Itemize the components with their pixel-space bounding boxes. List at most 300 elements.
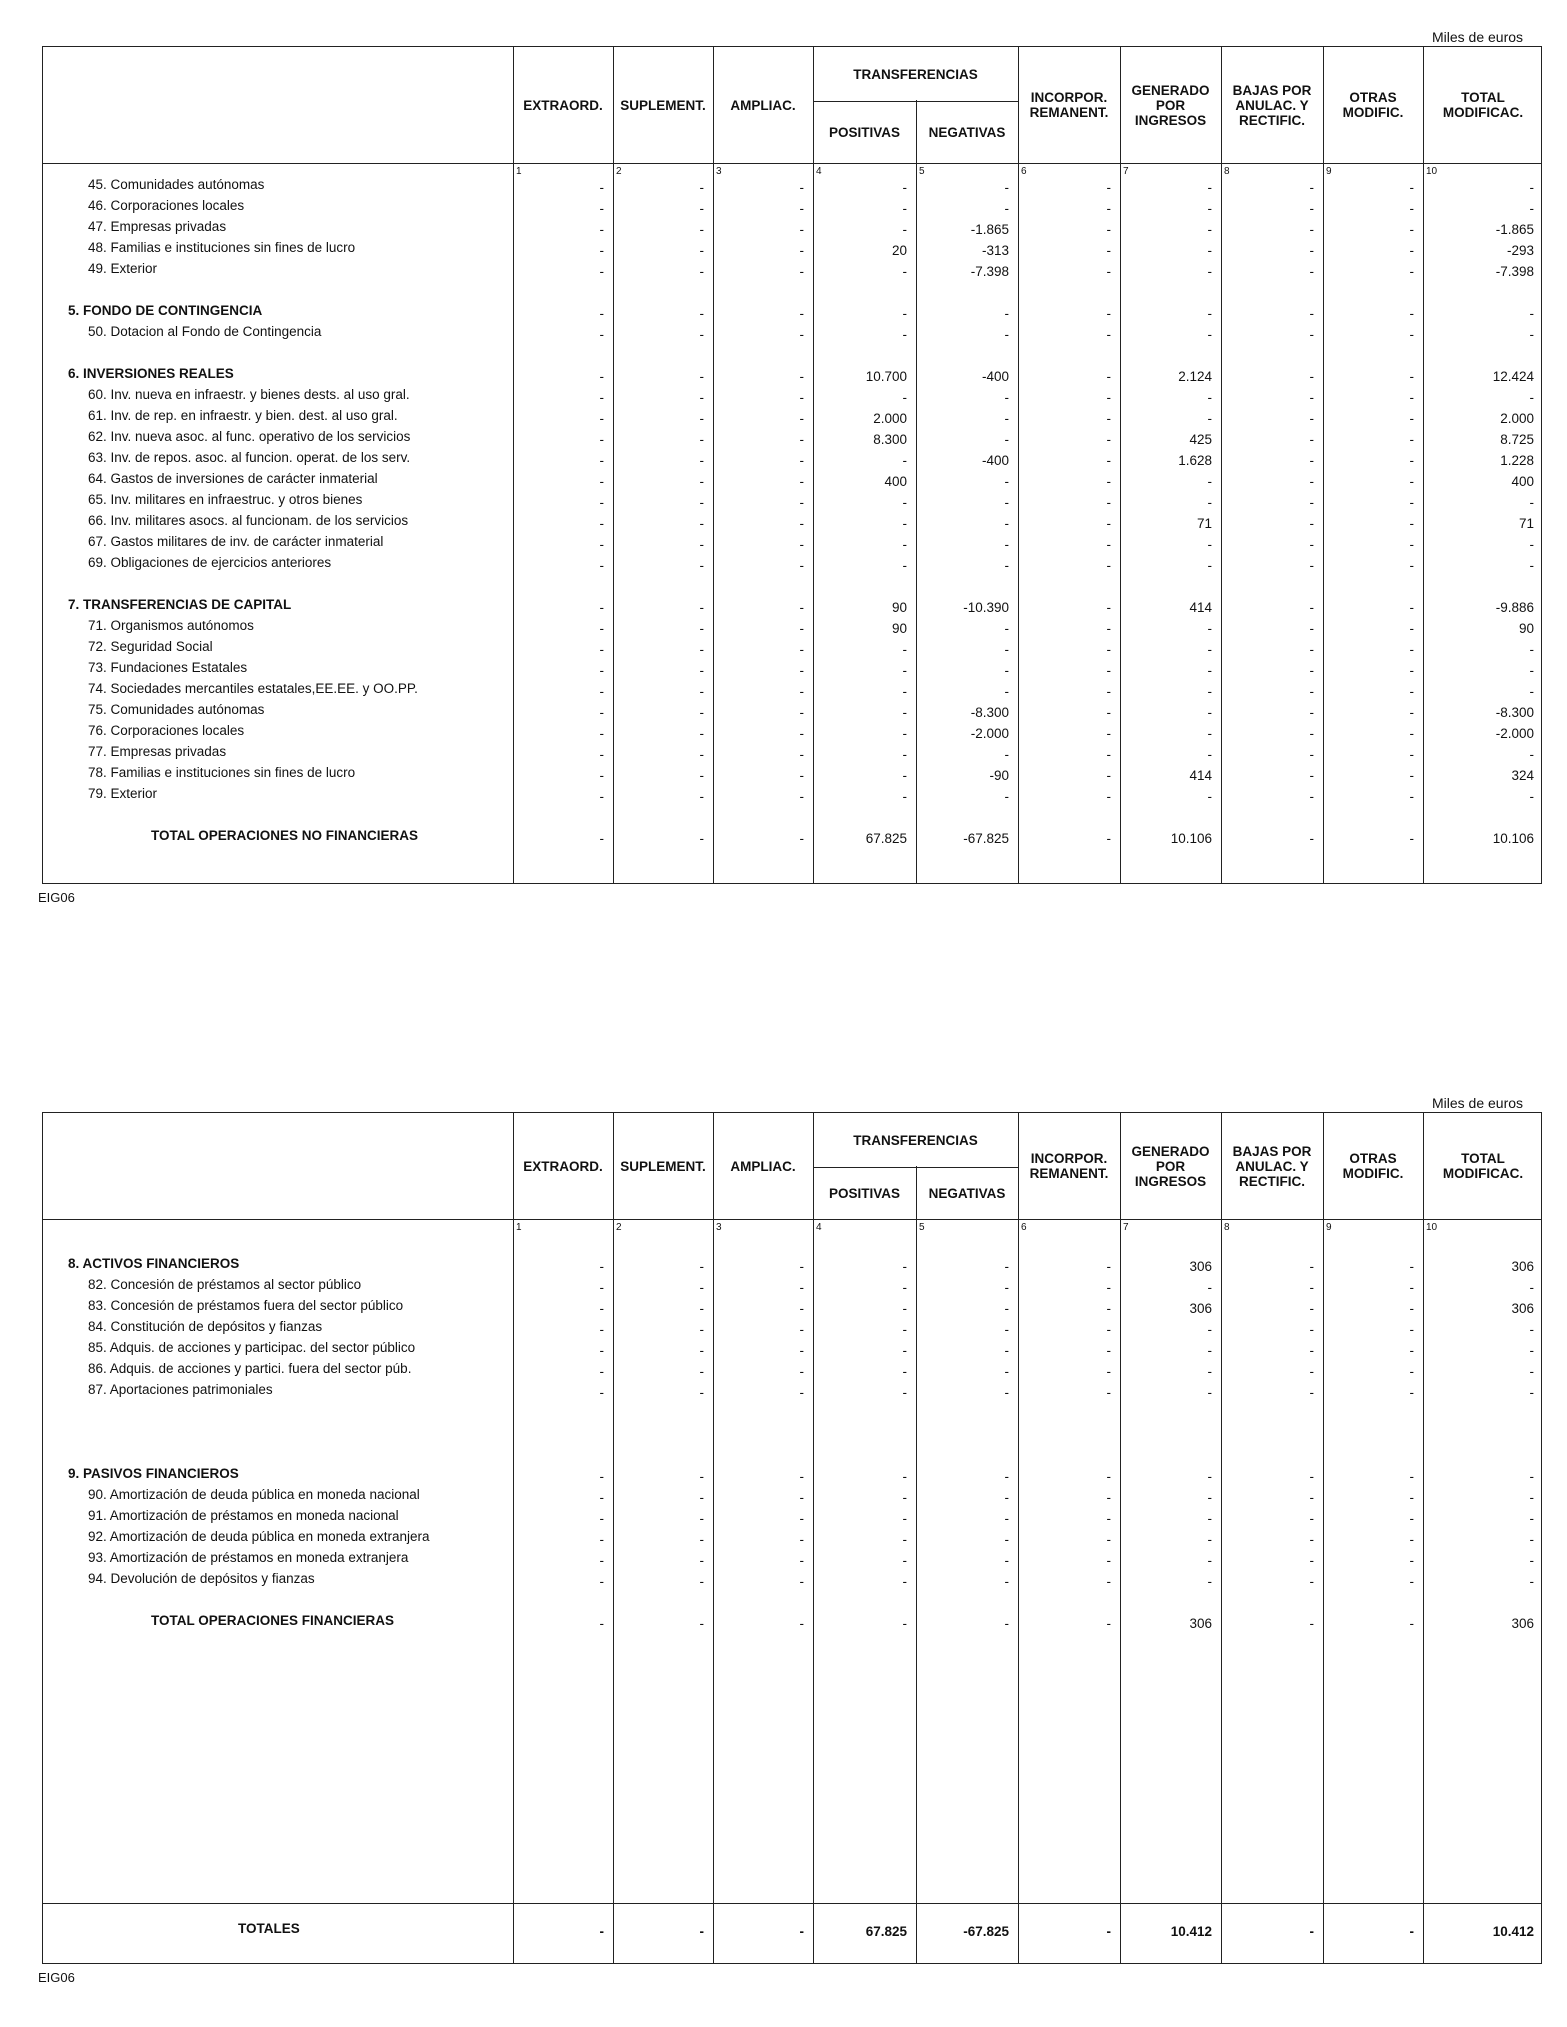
column-number: 3: [716, 166, 722, 177]
cell-value: -: [1309, 264, 1314, 279]
cell-value: -: [1409, 1364, 1414, 1379]
cell-value: -: [1309, 327, 1314, 342]
cell-value: -: [1004, 1343, 1009, 1358]
cell-value: -: [902, 684, 907, 699]
cell-value: -: [1207, 1322, 1212, 1337]
cell-value: -: [799, 600, 804, 615]
cell-value: -: [699, 201, 704, 216]
cell-value: -: [1106, 1280, 1111, 1295]
header-negativas: NEGATIVAS: [928, 124, 1006, 140]
totals-value: -: [799, 1924, 804, 1939]
cell-value: -: [799, 642, 804, 657]
table-row: [43, 511, 1543, 532]
cell-value: -313: [981, 243, 1009, 258]
cell-value: -: [1004, 390, 1009, 405]
cell-value: -: [902, 663, 907, 678]
header-suplement: SUPLEMENT.: [620, 1158, 706, 1174]
cell-value: -: [1529, 1490, 1534, 1505]
cell-value: -: [1004, 684, 1009, 699]
cell-value: -: [1309, 663, 1314, 678]
cell-value: -: [902, 558, 907, 573]
cell-value: -: [1106, 516, 1111, 531]
cell-value: -: [1409, 1322, 1414, 1337]
cell-value: -: [902, 537, 907, 552]
cell-value: -: [1409, 264, 1414, 279]
cell-value: -: [1106, 1490, 1111, 1505]
cell-value: -: [1309, 453, 1314, 468]
section-row: [43, 364, 1543, 385]
cell-value: 90: [891, 621, 907, 636]
table-row: [43, 784, 1543, 805]
cell-value: -: [1004, 1574, 1009, 1589]
header-divider: [43, 163, 1541, 164]
cell-value: -: [1409, 621, 1414, 636]
cell-value: -7.398: [970, 264, 1009, 279]
cell-value: -: [1207, 474, 1212, 489]
row-label: 91. Amortización de préstamos en moneda nacional: [88, 1508, 399, 1523]
cell-value: 306: [1511, 1301, 1534, 1316]
table-row: [43, 763, 1543, 784]
cell-value: -: [599, 222, 604, 237]
cell-value: 90: [1518, 621, 1534, 636]
cell-value: -: [1106, 453, 1111, 468]
table-row: [43, 616, 1543, 637]
cell-value: -: [1004, 1364, 1009, 1379]
cell-value: 8.725: [1500, 432, 1534, 447]
units-label: Miles de euros: [1432, 1095, 1524, 1111]
cell-value: -: [599, 327, 604, 342]
cell-value: -: [1106, 705, 1111, 720]
table-row: [43, 721, 1543, 742]
cell-value: -: [799, 453, 804, 468]
cell-value: -: [902, 264, 907, 279]
cell-value: -: [1529, 684, 1534, 699]
cell-value: -: [1309, 1364, 1314, 1379]
cell-value: -: [1309, 1301, 1314, 1316]
cell-value: -: [1529, 1385, 1534, 1400]
cell-value: -: [699, 306, 704, 321]
header-ampliac: AMPLIAC.: [730, 1158, 796, 1174]
cell-value: -: [1207, 747, 1212, 762]
cell-value: -: [1409, 1490, 1414, 1505]
header-positivas: POSITIVAS: [828, 1185, 900, 1201]
cell-value: -: [799, 495, 804, 510]
column-number: 5: [919, 1222, 925, 1233]
totals-value: -: [1106, 1924, 1111, 1939]
cell-value: -: [699, 453, 704, 468]
table-row: [43, 1380, 1543, 1401]
cell-value: -: [1106, 327, 1111, 342]
cell-value: -: [1004, 495, 1009, 510]
cell-value: -: [902, 705, 907, 720]
cell-value: -: [1106, 747, 1111, 762]
table-row: [43, 1485, 1543, 1506]
row-label: 65. Inv. militares en infraestruc. y otros bienes: [88, 492, 363, 507]
cell-value: -: [902, 1259, 907, 1274]
table-row: [43, 679, 1543, 700]
cell-value: -: [699, 390, 704, 405]
cell-value: -: [902, 180, 907, 195]
cell-value: -: [1409, 1469, 1414, 1484]
table-row: [43, 658, 1543, 679]
cell-value: 71: [1196, 516, 1212, 531]
cell-value: 90: [891, 600, 907, 615]
row-label: 5. FONDO DE CONTINGENCIA: [68, 303, 263, 318]
row-label: 50. Dotacion al Fondo de Contingencia: [88, 324, 322, 339]
cell-value: -: [1409, 306, 1414, 321]
cell-value: -: [799, 1343, 804, 1358]
cell-value: -: [1004, 1511, 1009, 1526]
cell-value: -: [1529, 201, 1534, 216]
cell-value: -: [1309, 432, 1314, 447]
row-label: 71. Organismos autónomos: [88, 618, 254, 633]
cell-value: -: [799, 432, 804, 447]
cell-value: -: [699, 495, 704, 510]
cell-value: -: [799, 306, 804, 321]
cell-value: -: [599, 474, 604, 489]
cell-value: -: [1409, 684, 1414, 699]
cell-value: -: [1106, 306, 1111, 321]
cell-value: -: [1529, 1553, 1534, 1568]
cell-value: -: [902, 1532, 907, 1547]
cell-value: -: [1409, 1343, 1414, 1358]
cell-value: -: [902, 453, 907, 468]
cell-value: -: [1004, 306, 1009, 321]
cell-value: -: [1409, 705, 1414, 720]
cell-value: -: [699, 789, 704, 804]
cell-value: -: [1309, 1259, 1314, 1274]
cell-value: 324: [1511, 768, 1534, 783]
header-divider: [43, 1219, 1541, 1220]
cell-value: -: [1207, 726, 1212, 741]
cell-value: -: [1106, 1259, 1111, 1274]
column-number: 9: [1326, 1222, 1332, 1233]
cell-value: -: [699, 474, 704, 489]
cell-value: -: [799, 1490, 804, 1505]
cell-value: -: [1004, 747, 1009, 762]
cell-value: -: [1207, 495, 1212, 510]
row-label: 46. Corporaciones locales: [88, 198, 245, 213]
cell-value: -: [699, 1511, 704, 1526]
header-extraord: EXTRAORD.: [523, 97, 603, 113]
cell-value: -: [799, 369, 804, 384]
cell-value: -: [1409, 1532, 1414, 1547]
cell-value: -: [1004, 432, 1009, 447]
row-label: 76. Corporaciones locales: [88, 723, 245, 738]
cell-value: -8.300: [1495, 705, 1534, 720]
cell-value: -: [599, 705, 604, 720]
table-row: [43, 238, 1543, 259]
cell-value: -: [1409, 453, 1414, 468]
cell-value: -: [1309, 726, 1314, 741]
table-row: [43, 448, 1543, 469]
cell-value: -: [1309, 642, 1314, 657]
footer-code: EIG06: [38, 1970, 75, 1985]
header-total: TOTAL MODIFICAC.: [1442, 90, 1524, 120]
cell-value: -: [1409, 369, 1414, 384]
cell-value: -2.000: [970, 726, 1009, 741]
totals-value: -: [599, 1924, 604, 1939]
cell-value: -: [1309, 621, 1314, 636]
cell-value: -: [1004, 789, 1009, 804]
cell-value: -: [599, 201, 604, 216]
table-row: [43, 259, 1543, 280]
cell-value: -: [1409, 768, 1414, 783]
cell-value: -: [1004, 1553, 1009, 1568]
cell-value: -: [599, 1259, 604, 1274]
cell-value: -: [1106, 1532, 1111, 1547]
cell-value: -: [1004, 1385, 1009, 1400]
section-row: [43, 1254, 1543, 1275]
section-row: [43, 1611, 1543, 1632]
row-label: 86. Adquis. de acciones y partici. fuera del sector púb.: [88, 1361, 412, 1376]
column-number: 10: [1426, 166, 1438, 177]
row-label: 9. PASIVOS FINANCIEROS: [68, 1466, 239, 1481]
cell-value: -: [1309, 390, 1314, 405]
row-label: 6. INVERSIONES REALES: [68, 366, 234, 381]
cell-value: -: [1106, 243, 1111, 258]
cell-value: 8.300: [873, 432, 907, 447]
row-label: 87. Aportaciones patrimoniales: [88, 1382, 273, 1397]
table-row: [43, 1338, 1543, 1359]
cell-value: -: [1207, 201, 1212, 216]
table-row: [43, 175, 1543, 196]
cell-value: -: [1309, 1280, 1314, 1295]
cell-value: -: [699, 558, 704, 573]
cell-value: -: [799, 768, 804, 783]
cell-value: 10.700: [865, 369, 907, 384]
cell-value: -: [1409, 1259, 1414, 1274]
totals-value: -: [699, 1924, 704, 1939]
cell-value: -: [599, 726, 604, 741]
column-number: 6: [1021, 166, 1027, 177]
cell-value: -: [902, 516, 907, 531]
row-label: 7. TRANSFERENCIAS DE CAPITAL: [68, 597, 292, 612]
cell-value: -: [599, 495, 604, 510]
cell-value: -: [799, 264, 804, 279]
cell-value: -: [902, 1553, 907, 1568]
cell-value: -: [1004, 201, 1009, 216]
cell-value: -: [699, 621, 704, 636]
cell-value: -: [1106, 411, 1111, 426]
cell-value: -293: [1506, 243, 1534, 258]
cell-value: -: [1207, 621, 1212, 636]
row-label: 85. Adquis. de acciones y participac. del sector público: [88, 1340, 416, 1355]
cell-value: -: [799, 663, 804, 678]
cell-value: -: [1309, 222, 1314, 237]
cell-value: -: [1207, 642, 1212, 657]
row-label: 93. Amortización de préstamos en moneda extranjera: [88, 1550, 409, 1565]
cell-value: 306: [1511, 1616, 1534, 1631]
table-row: [43, 742, 1543, 763]
cell-value: -: [1529, 1322, 1534, 1337]
cell-value: -: [1207, 264, 1212, 279]
cell-value: -: [902, 642, 907, 657]
cell-value: -: [1309, 831, 1314, 846]
table-row: [43, 217, 1543, 238]
cell-value: -: [1409, 1574, 1414, 1589]
cell-value: -: [1309, 201, 1314, 216]
cell-value: -: [902, 747, 907, 762]
cell-value: -: [1106, 1469, 1111, 1484]
cell-value: -: [902, 768, 907, 783]
cell-value: -: [1409, 642, 1414, 657]
cell-value: -: [902, 1343, 907, 1358]
cell-value: -: [599, 684, 604, 699]
column-number: 1: [516, 166, 522, 177]
cell-value: -: [1529, 1574, 1534, 1589]
table-row: [43, 1317, 1543, 1338]
cell-value: -: [1004, 1259, 1009, 1274]
footer-code: EIG06: [38, 890, 75, 905]
cell-value: -: [599, 243, 604, 258]
cell-value: -: [799, 1259, 804, 1274]
cell-value: -: [699, 1574, 704, 1589]
cell-value: -: [1529, 1532, 1534, 1547]
header-incorpor: INCORPOR. REMANENT.: [1029, 1151, 1109, 1181]
cell-value: -: [1409, 663, 1414, 678]
cell-value: 12.424: [1492, 369, 1534, 384]
cell-value: -: [1409, 1301, 1414, 1316]
cell-value: -: [699, 327, 704, 342]
totals-value: -: [1409, 1924, 1414, 1939]
cell-value: 10.106: [1492, 831, 1534, 846]
cell-value: 10.106: [1170, 831, 1212, 846]
cell-value: -: [1309, 684, 1314, 699]
cell-value: -: [1207, 1469, 1212, 1484]
cell-value: -: [1309, 306, 1314, 321]
column-number: 5: [919, 166, 925, 177]
cell-value: -: [699, 1259, 704, 1274]
cell-value: -: [1207, 411, 1212, 426]
header-generado: GENERADO POR INGRESOS: [1131, 82, 1210, 128]
column-number: 2: [616, 166, 622, 177]
cell-value: -: [1309, 411, 1314, 426]
cell-value: -: [1004, 327, 1009, 342]
row-label: 82. Concesión de préstamos al sector público: [88, 1277, 362, 1292]
cell-value: -: [1106, 474, 1111, 489]
row-label: 45. Comunidades autónomas: [88, 177, 265, 192]
table-row: [43, 469, 1543, 490]
cell-value: -: [599, 621, 604, 636]
table-top: [42, 46, 1542, 884]
cell-value: -: [1529, 1343, 1534, 1358]
row-label: 67. Gastos militares de inv. de carácter inmaterial: [88, 534, 384, 549]
cell-value: -: [1106, 495, 1111, 510]
cell-value: -: [599, 264, 604, 279]
cell-value: -: [1409, 474, 1414, 489]
cell-value: -: [1106, 180, 1111, 195]
cell-value: -: [902, 327, 907, 342]
cell-value: -: [1106, 726, 1111, 741]
cell-value: -: [699, 243, 704, 258]
cell-value: -: [799, 201, 804, 216]
cell-value: -: [599, 1385, 604, 1400]
cell-value: -: [1106, 1574, 1111, 1589]
cell-value: 414: [1189, 600, 1212, 615]
table-row: [43, 1506, 1543, 1527]
cell-value: -: [599, 1301, 604, 1316]
cell-value: -: [699, 264, 704, 279]
cell-value: -: [799, 558, 804, 573]
cell-value: -: [1207, 243, 1212, 258]
cell-value: -: [799, 789, 804, 804]
cell-value: -: [1309, 369, 1314, 384]
column-number: 4: [816, 1222, 822, 1233]
cell-value: -: [1106, 558, 1111, 573]
row-label: 63. Inv. de repos. asoc. al funcion. operat. de los serv.: [88, 450, 411, 465]
cell-value: -: [799, 180, 804, 195]
cell-value: -: [599, 789, 604, 804]
cell-value: 2.124: [1178, 369, 1212, 384]
cell-value: -: [1409, 411, 1414, 426]
table-row: [43, 196, 1543, 217]
cell-value: -: [1207, 1553, 1212, 1568]
cell-value: -: [599, 1280, 604, 1295]
cell-value: -: [1409, 432, 1414, 447]
cell-value: -: [599, 537, 604, 552]
cell-value: -: [1309, 1574, 1314, 1589]
section-row: [43, 301, 1543, 322]
cell-value: -: [599, 516, 604, 531]
cell-value: -: [902, 1385, 907, 1400]
header-transferencias: TRANSFERENCIAS: [853, 66, 978, 82]
cell-value: -: [799, 1616, 804, 1631]
cell-value: -: [599, 663, 604, 678]
table-row: [43, 1527, 1543, 1548]
cell-value: -: [799, 1385, 804, 1400]
cell-value: -: [699, 516, 704, 531]
cell-value: -: [599, 1364, 604, 1379]
cell-value: -: [799, 621, 804, 636]
cell-value: -: [799, 243, 804, 258]
cell-value: -: [1309, 1322, 1314, 1337]
cell-value: -: [599, 1511, 604, 1526]
cell-value: -: [699, 1616, 704, 1631]
cell-value: -: [699, 831, 704, 846]
cell-value: -: [1207, 306, 1212, 321]
row-label: 48. Familias e instituciones sin fines de lucro: [88, 240, 356, 255]
cell-value: -: [699, 1322, 704, 1337]
row-label: 92. Amortización de deuda pública en moneda extranjera: [88, 1529, 430, 1544]
row-label: 49. Exterior: [88, 261, 158, 276]
cell-value: -: [1409, 243, 1414, 258]
cell-value: -: [1207, 1574, 1212, 1589]
table-row: [43, 532, 1543, 553]
row-label: 79. Exterior: [88, 786, 158, 801]
cell-value: 400: [884, 474, 907, 489]
cell-value: -: [1309, 537, 1314, 552]
cell-value: -: [1207, 1280, 1212, 1295]
cell-value: -: [1207, 663, 1212, 678]
cell-value: -: [1309, 516, 1314, 531]
totals-row: [43, 1919, 1543, 1940]
cell-value: -: [902, 201, 907, 216]
units-label: Miles de euros: [1432, 29, 1524, 45]
row-label: 66. Inv. militares asocs. al funcionam. de los servicios: [88, 513, 409, 528]
cell-value: -: [902, 1364, 907, 1379]
cell-value: -: [699, 1280, 704, 1295]
cell-value: -: [1106, 1616, 1111, 1631]
cell-value: -: [599, 1532, 604, 1547]
cell-value: -: [799, 327, 804, 342]
column-number: 8: [1224, 166, 1230, 177]
cell-value: -: [1529, 747, 1534, 762]
cell-value: -: [1004, 663, 1009, 678]
cell-value: -: [799, 1322, 804, 1337]
column-number: 7: [1123, 1222, 1129, 1233]
cell-value: -: [1207, 222, 1212, 237]
